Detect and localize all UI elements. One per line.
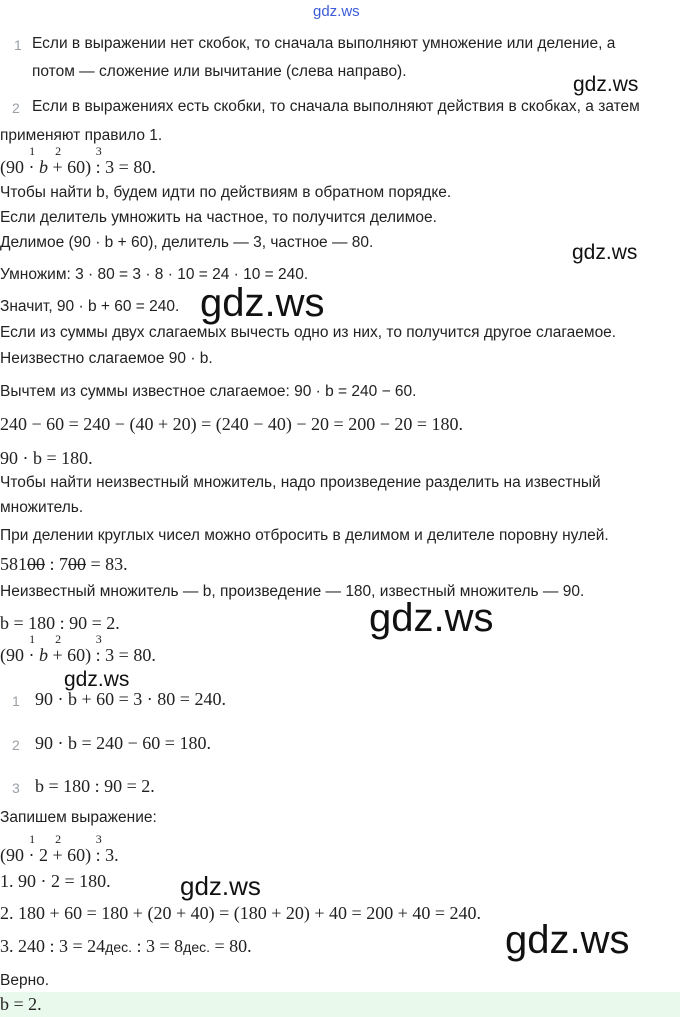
order-mark: · 1 — [28, 632, 36, 665]
check-title: Запишем выражение: — [0, 809, 157, 826]
watermark: gdz.ws — [369, 596, 494, 640]
expr-part: (90 — [0, 845, 24, 865]
order-number: 3 — [95, 144, 102, 158]
watermark-top: gdz.ws — [313, 3, 360, 20]
crossed-zeros: 00 — [68, 554, 87, 574]
expr-part: : 7 — [45, 554, 69, 574]
order-number: 2 — [55, 632, 62, 646]
order-number: 1 — [29, 144, 36, 158]
order-number: 1 — [29, 832, 36, 846]
order-mark: + 2 — [52, 832, 63, 865]
rule-number: 2 — [12, 100, 20, 116]
step-number: 1 — [12, 693, 20, 709]
text-line: Значит, 90 · b + 60 = 240. — [0, 298, 180, 315]
text-line: Чтобы найти неизвестный множитель, надо произведение разделить на известный — [0, 474, 601, 491]
crossed-zeros: 00 — [27, 554, 45, 574]
step-number: 3 — [12, 780, 20, 796]
expression-with-order — [0, 632, 156, 666]
check-step: 1. 90 · 2 = 180. — [0, 871, 111, 891]
step-text: 90 · b = 240 − 60 = 180. — [35, 733, 211, 753]
text-line: Чтобы найти b, будем идти по действиям в обратном порядке. — [0, 184, 452, 201]
watermark: gdz.ws — [64, 668, 130, 691]
order-number: 3 — [95, 832, 102, 846]
check-expression — [0, 832, 119, 866]
order-mark: : 3 — [95, 632, 102, 665]
text-line: Вычтем из суммы известное слагаемое: 90 · b = 240 − 60. — [0, 383, 417, 400]
order-number: 1 — [29, 632, 36, 646]
text-line: множитель. — [0, 499, 84, 516]
expr-part: 3. — [105, 845, 119, 865]
expr-part: 60) — [67, 645, 92, 665]
expr-part: 60) — [67, 845, 92, 865]
answer-highlight — [0, 992, 680, 1017]
step-text: b = 180 : 90 = 2. — [35, 776, 155, 796]
rule-number: 1 — [14, 37, 22, 53]
rule-text: Если в выражениях есть скобки, то сначала выполняют действия в скобках, а затем — [32, 98, 640, 115]
answer: b = 2. — [0, 994, 42, 1014]
expr-part: 3. 240 : 3 = 24 — [0, 936, 106, 956]
expr-part: : 3 = 8 — [132, 936, 184, 956]
order-number: 3 — [95, 632, 102, 646]
text-line: Неизвестно слагаемое 90 · b. — [0, 350, 213, 367]
step-number: 2 — [12, 737, 20, 753]
math-line: 90 · b = 180. — [0, 448, 93, 468]
text-line: Делимое (90 · b + 60), делитель — 3, частное — 80. — [0, 234, 374, 251]
division-with-crossed-zeros — [0, 554, 128, 575]
expr-part: 581 — [0, 554, 27, 574]
watermark: gdz.ws — [505, 918, 630, 962]
order-mark: : 3 — [95, 144, 102, 177]
math-line: 240 − 60 = 240 − (40 + 20) = (240 − 40) − 20 = 200 − 20 = 180. — [0, 414, 463, 434]
step-text: 90 · b + 60 = 3 · 80 = 240. — [35, 689, 226, 709]
order-mark: · 1 — [28, 832, 36, 865]
expr-part: 60) — [67, 157, 92, 177]
expression-with-order — [0, 144, 156, 178]
rule-text: применяют правило 1. — [0, 127, 163, 144]
check-step: 2. 180 + 60 = 180 + (20 + 40) = (180 + 20) + 40 = 200 + 40 = 240. — [0, 903, 481, 923]
watermark: gdz.ws — [180, 871, 261, 901]
variable-b: b — [39, 157, 48, 177]
watermark: gdz.ws — [200, 281, 325, 325]
order-mark: + 2 — [52, 632, 63, 665]
math-line: b = 180 : 90 = 2. — [0, 613, 120, 633]
unit-label: дес. — [183, 939, 211, 955]
text-line: При делении круглых чисел можно отбросить в делимом и делителе поровну нулей. — [0, 527, 609, 544]
order-mark: · 1 — [28, 144, 36, 177]
order-mark: + 2 — [52, 144, 63, 177]
text-line: Если из суммы двух слагаемых вычесть одно из них, то получится другое слагаемое. — [0, 324, 617, 341]
order-number: 2 — [55, 832, 62, 846]
watermark: gdz.ws — [573, 73, 639, 96]
check-verdict: Верно. — [0, 972, 50, 989]
watermark: gdz.ws — [572, 241, 638, 264]
expr-part: 3 = 80. — [105, 645, 156, 665]
text-line: Неизвестный множитель — b, произведение — 180, известный множитель — 90. — [0, 583, 585, 600]
expr-part: 2 — [39, 845, 48, 865]
order-mark: : 3 — [95, 832, 102, 865]
expr-part: (90 — [0, 645, 24, 665]
text-line: Умножим: 3 · 80 = 3 · 8 · 10 = 24 · 10 = 240. — [0, 266, 309, 283]
check-step — [0, 936, 252, 957]
unit-label: дес. — [105, 939, 133, 955]
text-line: Если делитель умножить на частное, то получится делимое. — [0, 209, 437, 226]
order-number: 2 — [55, 144, 62, 158]
rule-text: потом — сложение или вычитание (слева направо). — [32, 63, 407, 80]
rule-text: Если в выражении нет скобок, то сначала выполняют умножение или деление, а — [32, 35, 616, 52]
expr-part: = 80. — [210, 936, 252, 956]
variable-b: b — [39, 645, 48, 665]
expr-part: 3 = 80. — [105, 157, 156, 177]
expr-part: = 83. — [86, 554, 128, 574]
expr-part: (90 — [0, 157, 24, 177]
